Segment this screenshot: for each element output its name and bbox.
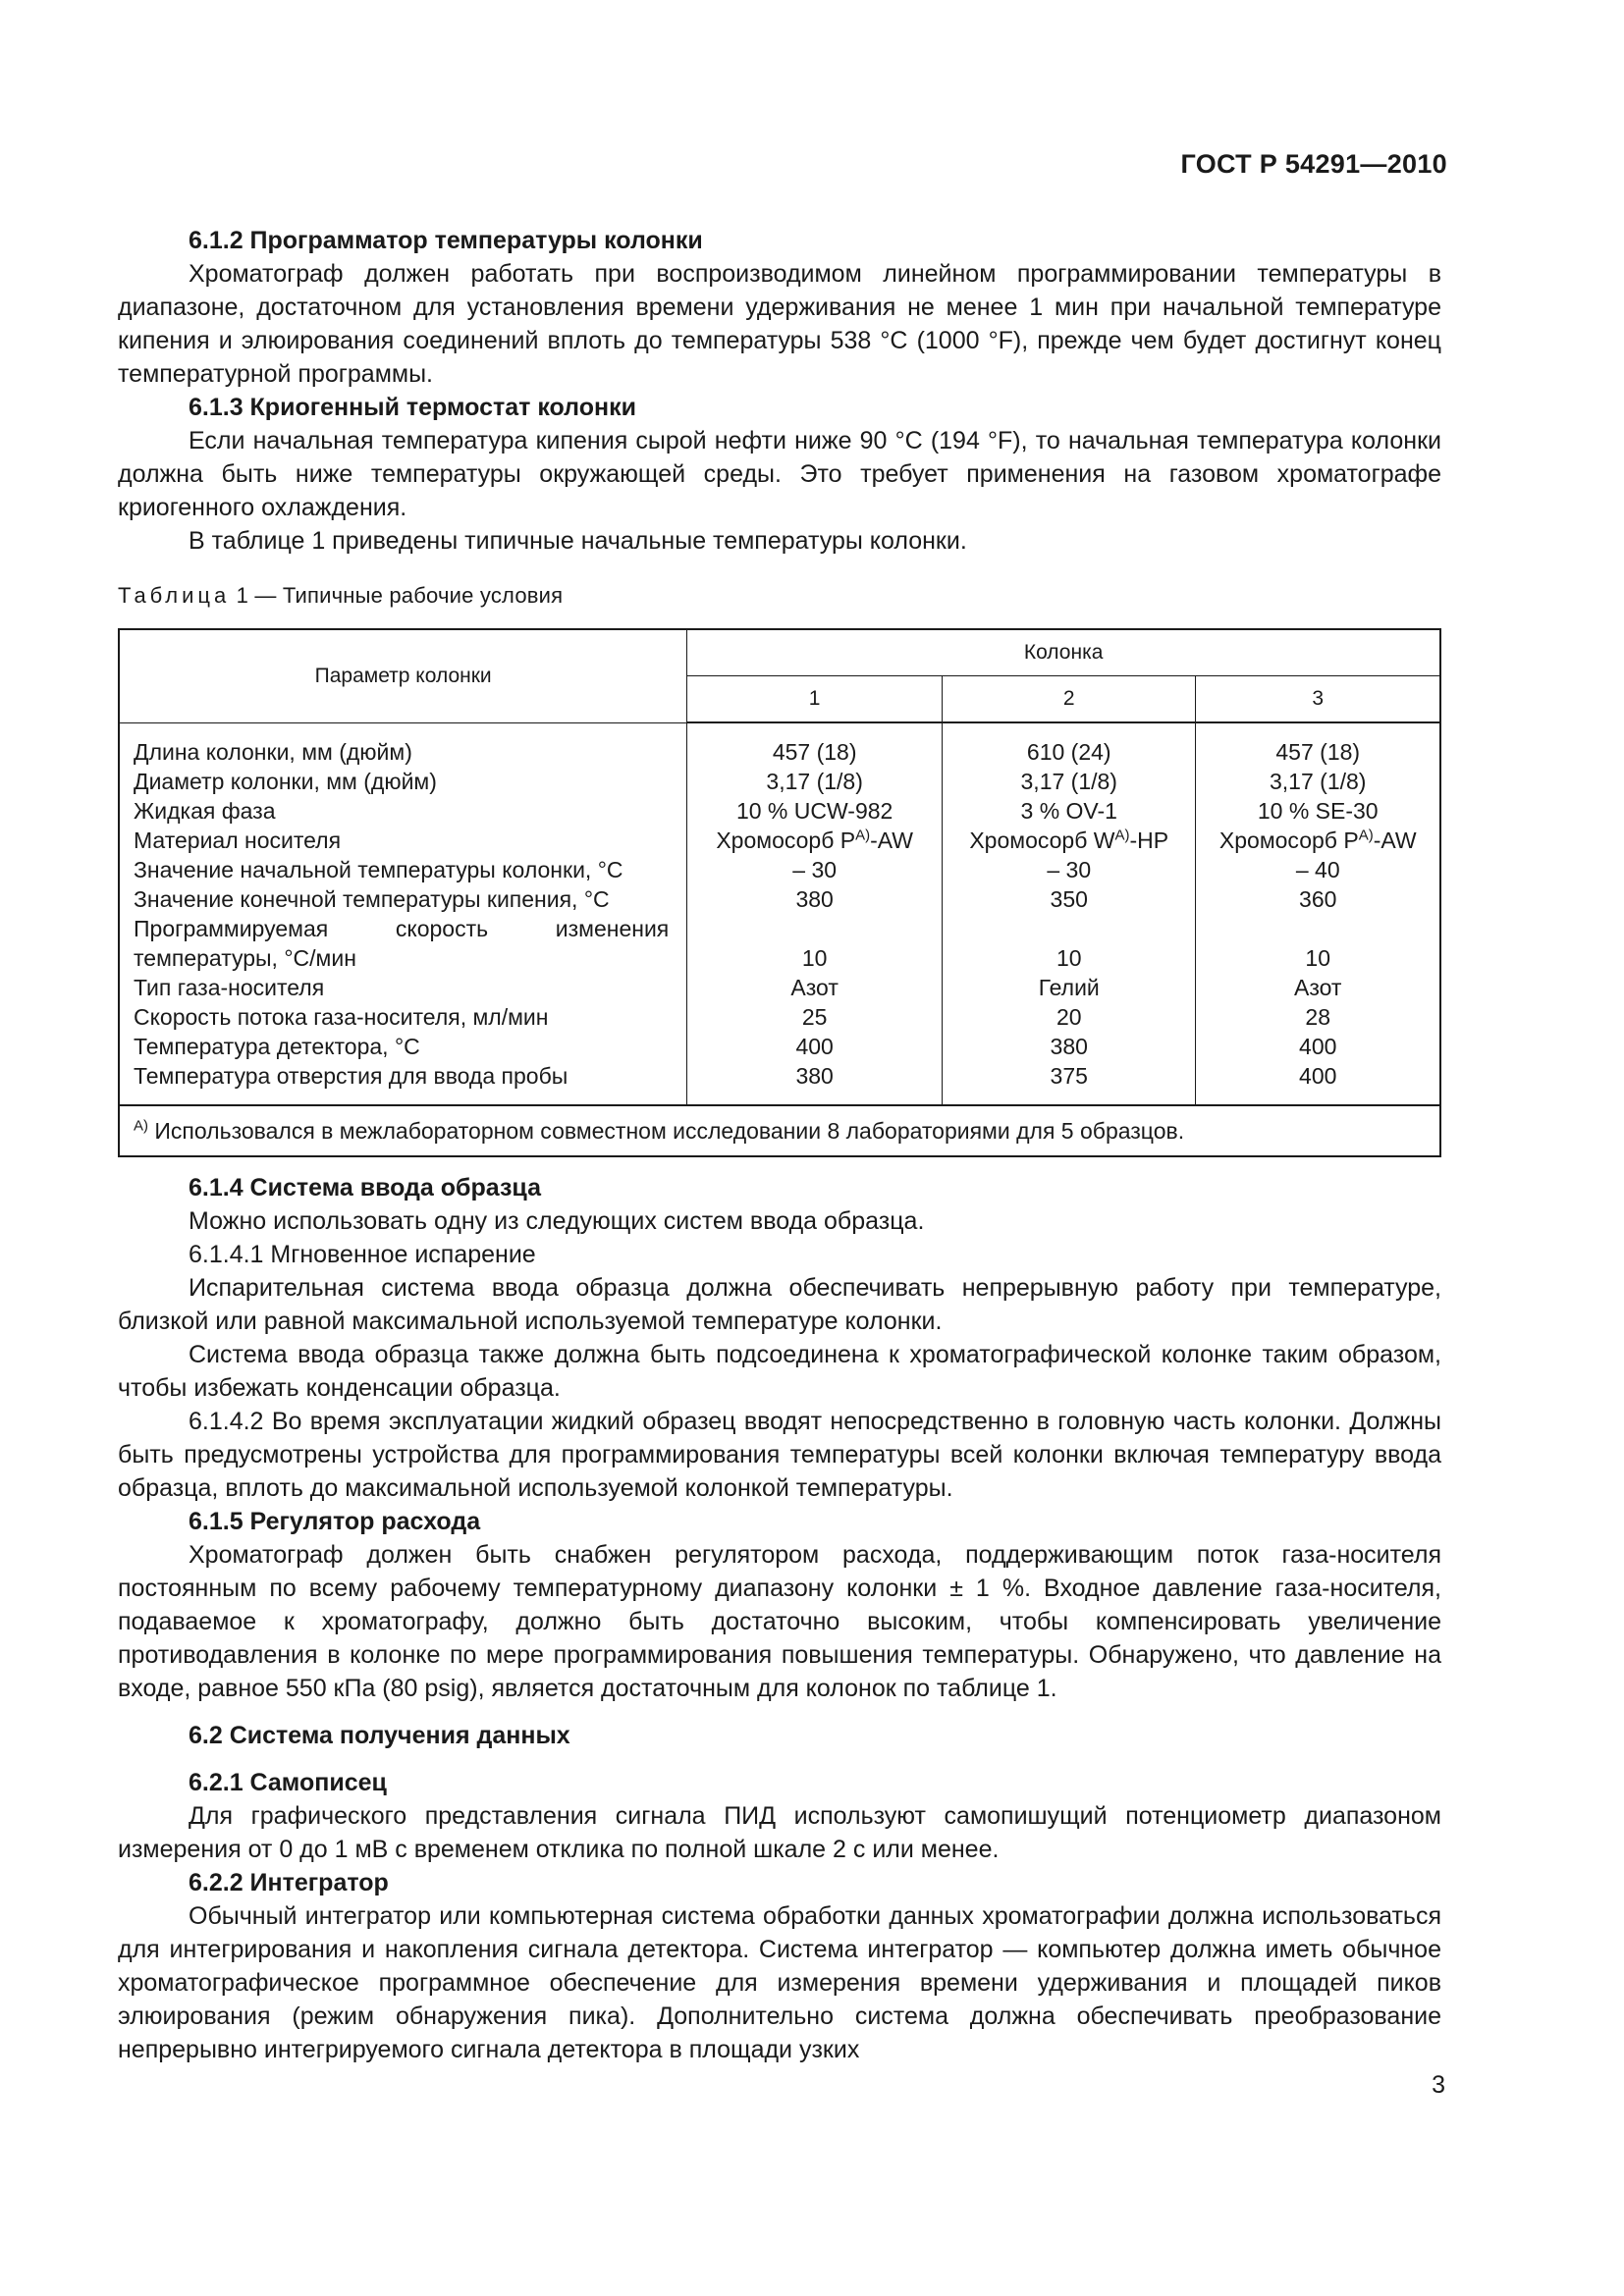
section-6-1-3-text2: В таблице 1 приведены типичные начальные температуры колонки. [189,527,967,555]
support-suffix: -AW [1373,828,1417,853]
value-cell: 610 (24) [943,722,1196,767]
support-suffix: -AW [870,828,913,853]
page-number: 3 [1432,2071,1445,2099]
section-6-1-4-2-text: 6.1.4.2 Во время эксплуатации жидкий образец вводят непосредственно в головную часть колонки. Должны быть предусмотрены устройства для программирования температуры всей колонки включая температуру ввода образца, вплоть до максимальной используемой колонкой температуры. [118,1408,1441,1502]
value-cell: 28 [1196,1002,1440,1032]
table-row [119,722,1440,767]
param-cell: Температура детектора, °С [119,1032,687,1061]
value-cell: 380 [687,1061,943,1105]
table-row [119,973,1440,1002]
value-cell: 400 [1196,1032,1440,1061]
support-suffix: -HP [1129,828,1169,853]
value-cell: 3,17 (1/8) [1196,767,1440,796]
value-cell: 400 [1196,1061,1440,1105]
param-cell: Скорость потока газа-носителя, мл/мин [119,1002,687,1032]
footnote-ref: A) [855,827,871,844]
support-name: Хромосорб W [969,828,1115,853]
value-cell: 400 [687,1032,943,1061]
section-6-1-4-text: Можно использовать одну из следующих систем ввода образца. [189,1207,925,1235]
param-cell: Программируемая скорость изменения температуры, °С/мин [119,914,687,973]
value-cell: Азот [687,973,943,1002]
value-cell: 457 (18) [687,722,943,767]
value-cell: 360 [1196,884,1440,914]
value-cell: 375 [943,1061,1196,1105]
value-cell: Гелий [943,973,1196,1002]
support-name: Хромосорб P [716,828,856,853]
value-cell: 10 [687,914,943,973]
table-header-parameter: Параметр колонки [119,629,687,722]
value-cell: 380 [943,1032,1196,1061]
value-cell [687,826,943,855]
value-cell: 350 [943,884,1196,914]
table-row [119,796,1440,826]
table-caption [118,579,1441,613]
section-6-1-4-1-p1: Испарительная система ввода образца должна обеспечивать непрерывную работу при температуре, близкой или равной максимальной используемой температуре колонки. [118,1274,1441,1335]
value-cell: 3,17 (1/8) [687,767,943,796]
section-6-2-1-title: 6.2.1 Самописец [189,1769,387,1796]
table-row [119,1032,1440,1061]
value-cell: – 40 [1196,855,1440,884]
footnote-ref: A) [1114,827,1130,844]
footnote-text: Использовался в межлабораторном совместном исследовании 8 лабораториями для 5 образцов. [148,1118,1185,1144]
section-6-1-2-text: Хроматограф должен работать при воспроизводимом линейном программировании температуры в диапазоне, достаточном для установления времени удерживания не менее 1 мин при начальной температуре кипения и элюирования соединений вплоть до температуры 538 °С (1000 °F), прежде чем будет достигнут конец температурной программы. [118,260,1441,388]
table-row [119,855,1440,884]
table-header-col-3: 3 [1196,676,1440,723]
value-cell [1196,826,1440,855]
table-header-col-1: 1 [687,676,943,723]
table-row [119,914,1440,973]
value-cell: 3 % OV-1 [943,796,1196,826]
value-cell: 20 [943,1002,1196,1032]
value-cell [943,826,1196,855]
typical-operating-conditions-table [118,628,1441,1157]
value-cell: 457 (18) [1196,722,1440,767]
support-name: Хромосорб P [1218,828,1359,853]
table-header-column-group: Колонка [687,629,1440,676]
table-row [119,826,1440,855]
section-6-2-title: 6.2 Система получения данных [189,1722,570,1749]
section-6-1-5-title: 6.1.5 Регулятор расхода [189,1508,481,1535]
table-row [119,1002,1440,1032]
value-cell: – 30 [943,855,1196,884]
table-header-col-2: 2 [943,676,1196,723]
value-cell: 10 [943,914,1196,973]
param-cell: Жидкая фаза [119,796,687,826]
value-cell: 3,17 (1/8) [943,767,1196,796]
table-caption-label: Таблица [118,583,231,608]
section-6-2-1-text: Для графического представления сигнала ПИД используют самопишущий потенциометр диапазоном измерения от 0 до 1 мВ с временем отклика по полной шкале 2 с или менее. [118,1802,1441,1863]
param-cell: Диаметр колонки, мм (дюйм) [119,767,687,796]
value-cell: 25 [687,1002,943,1032]
value-cell: 10 [1196,914,1440,973]
param-cell: Длина колонки, мм (дюйм) [119,722,687,767]
table-row [119,1061,1440,1105]
section-6-1-4-1-p2: Система ввода образца также должна быть подсоединена к хроматографической колонке таким образом, чтобы избежать конденсации образца. [118,1341,1441,1402]
param-cell: Температура отверстия для ввода пробы [119,1061,687,1105]
value-cell: 380 [687,884,943,914]
param-cell: Материал носителя [119,826,687,855]
section-6-2-2-title: 6.2.2 Интегратор [189,1869,389,1896]
section-6-2-2-text: Обычный интегратор или компьютерная система обработки данных хроматографии должна использоваться для интегрирования и накопления сигнала детектора. Система интегратор — компьютер должна иметь обычное хроматографическое программное обеспечение для измерения времени удерживания и площадей пиков элюирования (режим обнаружения пика). Дополнительно система должна обеспечивать преобразование непрерывно интегрируемого сигнала детектора в площади узких [118,1902,1441,2063]
section-6-1-4-1-title: 6.1.4.1 Мгновенное испарение [189,1241,536,1268]
section-6-1-3-text: Если начальная температура кипения сырой нефти ниже 90 °С (194 °F), то начальная температура колонки должна быть ниже температуры окружающей среды. Это требует применения на газовом хроматографе криогенного охлаждения. [118,427,1441,521]
table-row [119,884,1440,914]
param-cell: Тип газа-носителя [119,973,687,1002]
value-cell: 10 % SE-30 [1196,796,1440,826]
param-cell: Значение конечной температуры кипения, °С [119,884,687,914]
footnote-ref: A) [1358,827,1374,844]
value-cell: Азот [1196,973,1440,1002]
table-footnote [119,1105,1440,1156]
section-6-1-3-title: 6.1.3 Криогенный термостат колонки [189,394,636,421]
document-body [118,224,1441,2066]
section-6-1-4-title: 6.1.4 Система ввода образца [189,1174,541,1201]
section-6-1-2-title: 6.1.2 Программатор температуры колонки [189,227,703,254]
section-6-1-5-text: Хроматограф должен быть снабжен регулятором расхода, поддерживающим поток газа-носителя постоянным по всему рабочему температурному диапазону колонки ± 1 %. Входное давление газа-носителя, подаваемое к хроматографу, должно быть достаточно высоким, чтобы компенсировать увеличение противодавления в колонке по мере программирования повышения температуры. Обнаружено, что давление на входе, равное 550 кПа (80 psig), является достаточным для колонок по таблице 1. [118,1541,1441,1702]
value-cell: 10 % UCW-982 [687,796,943,826]
document-standard-number: ГОСТ Р 54291—2010 [1180,149,1447,179]
param-cell: Значение начальной температуры колонки, °С [119,855,687,884]
table-caption-title: 1 — Типичные рабочие условия [230,583,564,608]
table-row [119,767,1440,796]
value-cell: – 30 [687,855,943,884]
footnote-mark: A) [134,1117,148,1135]
